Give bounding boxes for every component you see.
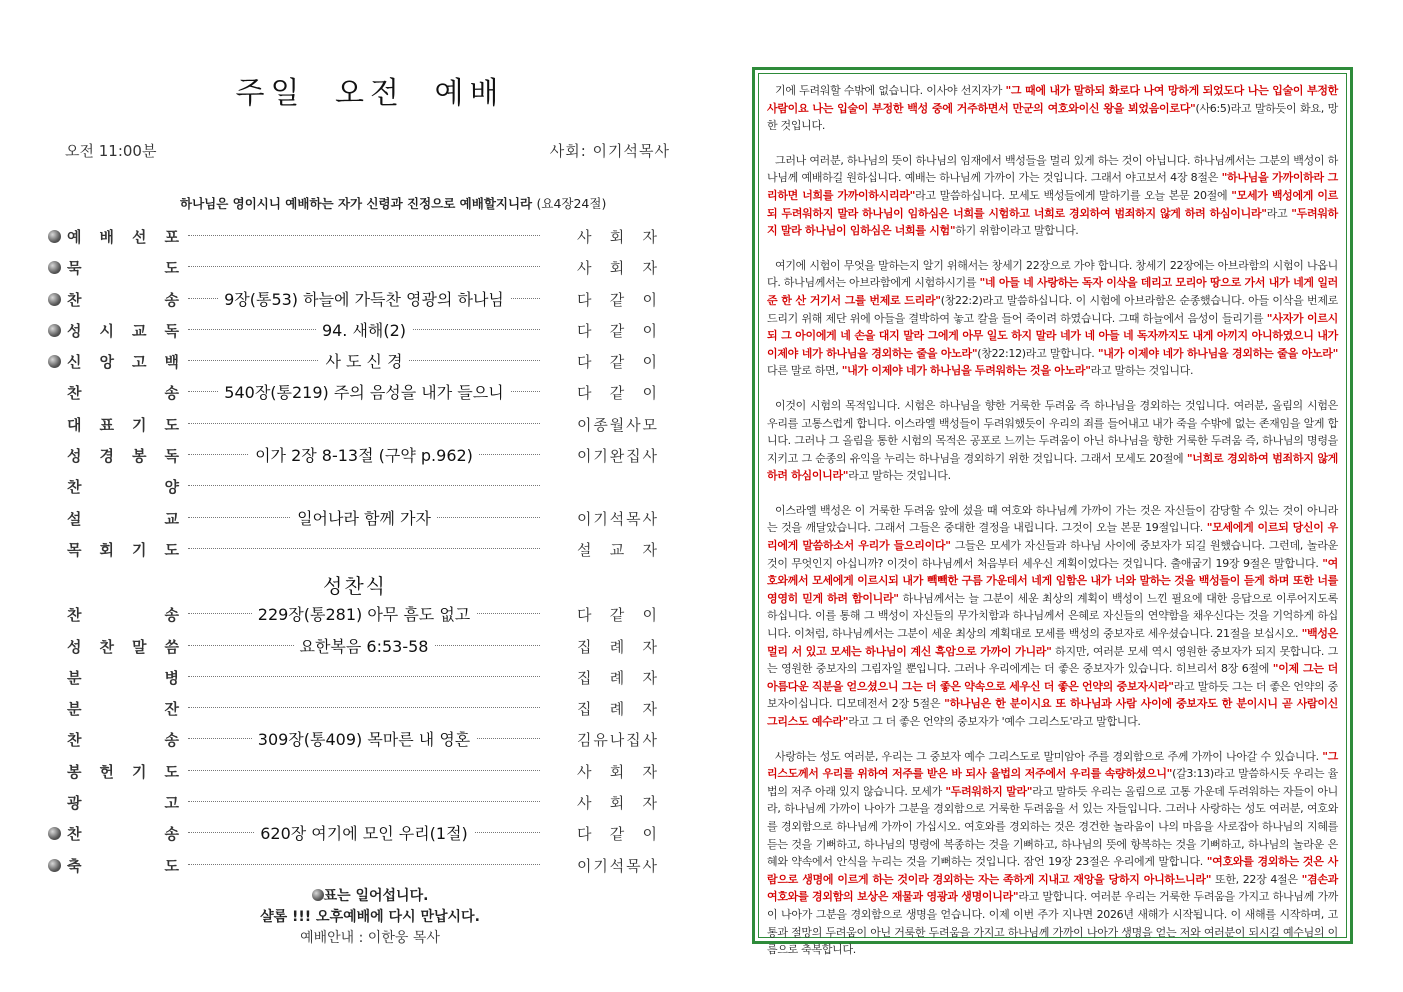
order-row <box>40 316 670 347</box>
dotted-leader <box>188 707 540 708</box>
order-item-name: 신 앙 고 백 <box>67 353 179 372</box>
order-item-name: 묵 도 <box>67 259 179 278</box>
sermon-text-run: 그러나 여러분, 하나님의 뜻이 하나님의 임재에서 백성들을 멀리 있게 하는 것이 아닙니다. 하나님께서는 그분의 백성이 하나님께 예배하길 원하십니다. 예배는 하나님께 가까이 가는 것입니다. 그래서 야고보서 4장 8절은 <box>767 153 1338 185</box>
communion-title: 성찬식 <box>323 574 387 599</box>
sermon-text-run: 사랑하는 성도 여러분, 우리는 그 중보자 예수 그리스도로 말미암아 주를 경외함으로 주께 가까이 나아갈 수 있습니다. <box>775 749 1323 763</box>
order-row <box>40 441 670 472</box>
order-item-content <box>188 634 540 657</box>
order-row <box>40 663 670 694</box>
sermon-text-run: 하나님께서는 늘 그분이 세운 최상의 계획이 백성이 느낀 필요에 대한 응답으로 이루어지도록 하십니다. 이를 통해 그 백성이 자신들의 무가치함과 하나님께서 은혜로 자신들의 연약함을 채우신다는 것을 기억하게 하십니다. 이처럼, 하나님께서는 그분이 세운 최상의 계획대로 모세를 백성의 중보자로 세우셨습니다. 21절을 보십시오. <box>767 591 1338 641</box>
order-item-text: 94. 새해(2) <box>316 321 412 340</box>
order-item-person: 다 같 이 <box>577 825 657 844</box>
order-row <box>40 757 670 788</box>
scripture-quote: "두려워하지 말라" <box>945 784 1033 798</box>
order-item-name: 분 병 <box>67 668 179 687</box>
sermon-text-run: 다른 말로 하면, <box>767 364 842 378</box>
order-item-content <box>188 506 540 529</box>
order-row <box>40 222 670 253</box>
order-row <box>40 285 670 316</box>
sermon-text-run: 라고 말씀하십니다. 모세도 백성들에게 말하기를 오늘 본문 20절에 <box>915 188 1232 202</box>
sermon-text-run: 또한, 22장 4절은 <box>1211 872 1302 886</box>
scripture-quote: "모세가 백성에게 이르되 두려워하지 말라 하나님이 임하심은 너희를 시험하고 너희로 경외하여 범죄하지 않게 하려 하심이니라" <box>767 188 1338 220</box>
scripture-quote: "내가 이제야 네가 하나님을 두려워하는 것을 아노라" <box>841 364 1091 378</box>
stand-note: 표는 일어섭니다. <box>323 888 429 904</box>
scripture-quote: "백성은 멀리 서 있고 모세는 하나님이 계신 흑암으로 가까이 가니라" <box>767 627 1338 658</box>
order-row <box>40 694 670 725</box>
sermon-text-run: 라고 <box>1266 206 1292 220</box>
order-item-content <box>188 287 540 310</box>
dotted-leader <box>188 864 540 865</box>
order-item-person: 다 같 이 <box>577 321 657 340</box>
order-item-person: 이 기 석 목 사 <box>577 509 657 528</box>
order-item-person: 설 교 자 <box>577 540 657 559</box>
order-row <box>40 788 670 819</box>
order-item-content <box>188 443 540 466</box>
order-item-person: 집 례 자 <box>577 637 657 656</box>
sermon-text-run: 라고 말하듯 그는 더 좋은 언약의 중보자이십니다. 디모데전서 2장 5절은 <box>767 679 1338 711</box>
sermon-text-run: 이것이 시험의 목적입니다. 시험은 하나님을 향한 거룩한 두려움 즉 하나님을 경외하는 것입니다. 여러분, 올림의 시험은 우리를 고통스럽게 합니다. 이스라엘 백성들이 두려워했듯이 우리의 죄를 들어내고 내가 죽을 수밖에 없는 존재임을 알게 합니다. 그러나 그 올림을 통한 시험의 목적은 공포로 느끼는 두려움이 아닌 하나님을 향한 거룩한 두려움 즉, 하나님의 명령을 지키고 그 순종의 유익을 누리는 하나님을 경외하기 위한 것입니다. 그래서 모세도 20절에 <box>767 398 1338 465</box>
scripture-quote: "그리스도께서 우리를 위하여 저주를 받은 바 되사 율법의 저주에서 우리를 속량하셨으니" <box>767 749 1338 781</box>
dotted-leader <box>188 485 540 486</box>
order-item-person: 사 회 자 <box>577 762 657 781</box>
scripture-quote: "내가 이제야 네가 하나님을 경외하는 줄을 아노라" <box>1097 346 1338 360</box>
order-item-person: 사 회 자 <box>577 228 657 246</box>
sermon-text-run: (창22:12)라고 말합니다. <box>977 346 1098 360</box>
sermon-text-run: 여기에 시험이 무엇을 말하는지 알기 위해서는 창세기 22장으로 가야 합니다. 창세기 22장에는 아브라함의 시험이 나옵니다. 하나님께서는 아브라함에게 시험하시기를 <box>767 258 1338 290</box>
order-item-content <box>188 380 540 403</box>
sermon-text-run: 라고 말하듯 우리는 올림으로 고통 가운데 두려워하는 자들이 아니라, 하나님께 가까이 나아가 그분을 경외함으로 거룩한 두려움을 서 있는 자들입니다. 그러나 사랑하는 성도 여러분, 여호와를 경외함으로 하나님께 가까이 가십시오. 여호와를 경외하는 것은 경건한 놀라움이 나의 마음을 사로잡아 하나님의 지혜를 듣는 것을 기뻐하고, 하나님의 명령에 복종하는 것을 기뻐하고, 하나님의 뜻에 항복하는 것을 기뻐하고, 하나님의 놀라운 은혜와 약속에서 안식을 누리는 것을 기뻐하는 것입니다. 잠언 19장 23절은 우리에게 말합니다. <box>767 784 1339 869</box>
order-item-name: 찬 송 <box>67 731 179 750</box>
scripture-quote: "하나님은 한 분이시요 또 하나님과 사람 사이에 중보자도 한 분이시니 곧 사람이신 그리스도 예수라" <box>767 697 1338 728</box>
order-item-name: 찬 송 <box>67 606 179 625</box>
dotted-leader <box>188 235 540 236</box>
order-row <box>40 819 670 850</box>
footer-notice <box>40 886 700 949</box>
bullet-icon <box>312 889 324 901</box>
order-item-name: 목 회 기 도 <box>67 540 179 559</box>
order-item-text: 620장 여기에 모인 우리(1절) <box>254 824 474 843</box>
order-item-name: 설 교 <box>67 509 179 528</box>
dotted-leader <box>188 770 540 771</box>
sermon-text-run: 라고 말하는 것입니다. <box>1090 364 1194 378</box>
scripture-quote: "그 때에 내가 말하되 화로다 나여 망하게 되었도다 나는 입술이 부정한 사람이요 나는 입술이 부정한 백성 중에 거주하면서 만군의 여호와이신 왕을 뵈었음이로다" <box>767 84 1338 115</box>
order-item-person: 다 같 이 <box>577 290 657 309</box>
sermon-text-run: (갈3:13)라고 말씀하시듯 우리는 율법의 저주 아래 있지 않습니다. 모세가 <box>767 767 1338 798</box>
order-row <box>40 410 670 441</box>
order-row <box>40 378 670 409</box>
service-time: 오전 11:00분 <box>65 142 157 160</box>
order-item-text: 540장(통219) 주의 음성을 내가 들으니 <box>218 383 509 402</box>
order-row <box>40 535 670 566</box>
order-item-name: 축 도 <box>67 856 179 875</box>
sermon-box <box>752 67 1353 957</box>
order-item-name: 찬 양 <box>67 478 179 497</box>
bullet-icon <box>48 230 61 243</box>
dotted-leader <box>188 801 540 802</box>
order-item-text: 229장(통281) 아무 흠도 없고 <box>252 605 476 624</box>
sermon-text-run: 이스라엘 백성은 이 거룩한 두려움 앞에 섰을 때 여호와 하나님께 가까이 가는 것은 자신들이 감당할 수 있는 것이 아니라는 것을 깨달았습니다. 그래서 그들은 중대한 결정을 내립니다. 그것이 오늘 본문 19절입니다. <box>767 503 1338 535</box>
scripture-quote: "두려워하지 말라 하나님이 임하심은 너희를 시험" <box>767 206 1338 238</box>
order-item-person: 이 기 완 집 사 <box>577 447 657 466</box>
order-item-person: 김 유 나 집 사 <box>577 731 657 750</box>
sermon-paragraph <box>767 257 1338 380</box>
sermon-paragraph <box>767 152 1338 240</box>
call-to-worship-verse <box>180 194 606 212</box>
order-item-text: 9장(통53) 하늘에 가득찬 영광의 하나님 <box>218 290 510 309</box>
dotted-leader <box>188 423 540 424</box>
scripture-quote: "네 아들 네 사랑하는 독자 이삭을 데리고 모리아 땅으로 가서 내가 네게 일러 준 한 산 거기서 그를 번제로 드리라" <box>767 276 1338 307</box>
sermon-text-run: 라고 말하는 것입니다. <box>848 469 951 483</box>
order-item-person: 집 례 자 <box>577 700 657 719</box>
sermon-text-run: 라고 말합니다. 여러분 우리는 거룩한 두려움을 가지고 하나님께 가까이 나아가 그분을 경외함으로 생명을 얻습니다. 이제 이번 주가 지나면 2026년 새해가 시작됩니다. 이 새해를 시작하며, 고통과 절망의 두려움이 아닌 거룩한 두려움을 가지고 하나님께 가까이 나아가 생명을 얻는 저와 여러분이 되시길 예수님의 이름으로 축복합니다. <box>767 890 1338 957</box>
bullet-icon <box>48 324 61 337</box>
verse-text: 하나님은 영이시니 예배하는 자가 신령과 진정으로 예배할지니라 <box>180 196 533 211</box>
worship-guide: 예배안내 : 이한웅 목사 <box>300 930 440 946</box>
bullet-icon <box>48 355 61 368</box>
greeting: 샬롬 !!! 오후예배에 다시 만납시다. <box>260 909 480 925</box>
scripture-quote: "사자가 이르시되 그 아이에게 네 손을 대지 말라 그에게 아무 일도 하지 말라 네가 네 아들 네 독자까지도 내게 아끼지 아니하였으니 내가 이제야 네가 하나님을 경외하는 줄을 아노라" <box>767 311 1338 360</box>
order-item-content <box>188 318 540 341</box>
order-item-person: 사 회 자 <box>577 259 657 278</box>
scripture-quote: "모세에게 이르되 당신이 우리에게 말씀하소서 우리가 들으리이다" <box>767 521 1338 553</box>
order-item-content <box>188 727 540 750</box>
order-item-text: 요한복음 6:53-58 <box>294 637 435 656</box>
order-row <box>40 472 670 503</box>
bullet-icon <box>48 859 61 872</box>
order-item-name: 찬 송 <box>67 825 179 844</box>
order-row <box>40 632 670 663</box>
scripture-quote: "하나님을 가까이하라 그리하면 너희를 가까이하시리라" <box>767 171 1338 202</box>
bulletin-left-page <box>40 60 670 960</box>
order-item-name: 예 배 선 포 <box>67 228 179 246</box>
order-item-person: 다 같 이 <box>577 606 657 625</box>
order-item-person: 사 회 자 <box>577 794 657 813</box>
dotted-leader <box>188 548 540 549</box>
order-item-name: 대 표 기 도 <box>67 415 179 434</box>
scripture-quote: "너희로 경외하여 범죄하지 않게 하려 하심이니라" <box>767 451 1338 483</box>
sermon-paragraph <box>767 82 1338 135</box>
sermon-text <box>758 73 1347 957</box>
scripture-quote: "여호와를 경외하는 것은 사람으로 생명에 이르게 하는 것이라 경외하는 자는 족하게 지내고 재앙을 당하지 아니하느니라" <box>767 855 1338 886</box>
service-leader: 사회: 이기석목사 <box>549 142 670 160</box>
order-row <box>40 347 670 378</box>
order-item-person: 이 종 월 사 모 <box>577 415 657 434</box>
sermon-paragraph <box>767 397 1338 485</box>
order-row <box>40 504 670 535</box>
order-row <box>40 600 670 631</box>
order-row <box>40 851 670 882</box>
order-item-content <box>188 821 540 844</box>
sermon-paragraph <box>767 502 1338 731</box>
order-item-name: 찬 송 <box>67 384 179 403</box>
scripture-quote: "여호와께서 모세에게 이르시되 내가 빽빽한 구름 가운데서 네게 임함은 내가 너와 말하는 것을 백성들이 듣게 하며 또한 너를 영영히 믿게 하려 함이니라" <box>767 556 1338 605</box>
order-item-name: 성 찬 말 씀 <box>67 637 179 656</box>
order-row <box>40 253 670 284</box>
sermon-text-run: 라고 그 더 좋은 언약의 중보자가 '예수 그리스도'라고 말합니다. <box>848 715 1141 728</box>
order-item-name: 봉 헌 기 도 <box>67 762 179 781</box>
order-item-name: 분 잔 <box>67 700 179 719</box>
bullet-icon <box>48 827 61 840</box>
order-item-text: 사 도 신 경 <box>319 352 408 371</box>
order-item-text: 일어나라 함께 가자 <box>291 509 437 528</box>
order-item-text: 이가 2장 8-13절 (구약 p.962) <box>249 446 479 465</box>
order-of-worship <box>40 222 670 882</box>
bullet-icon <box>48 261 61 274</box>
order-item-name: 성 시 교 독 <box>67 321 179 340</box>
order-item-name: 광 고 <box>67 794 179 813</box>
order-item-text: 309장(통409) 목마른 내 영혼 <box>252 730 476 749</box>
order-item-person: 집 례 자 <box>577 668 657 687</box>
bullet-icon <box>48 293 61 306</box>
sermon-text-run: 하기 위함이라고 말합니다. <box>955 224 1079 238</box>
sermon-text-run: (사6:5)라고 말하듯이 화요, 망한 것입니다. <box>767 101 1338 133</box>
order-item-person: 이 기 석 목 사 <box>577 856 657 875</box>
sermon-paragraph <box>767 748 1338 959</box>
scripture-quote: "이제 그는 더 아름다운 직분을 얻으셨으니 그는 더 좋은 약속으로 세우신 더 좋은 언약의 중보자시라" <box>767 662 1338 693</box>
dotted-leader <box>188 676 540 677</box>
verse-reference: (요4장24절) <box>536 196 607 211</box>
dotted-leader <box>188 266 540 267</box>
order-item-name: 성 경 봉 독 <box>67 447 179 466</box>
order-item-content <box>188 602 540 625</box>
order-item-content <box>188 349 540 372</box>
sermon-text-run: 그들은 모세가 자신들과 하나님 사이에 중보자가 되길 원했습니다. 그런데, 놀라운 것이 무엇인지 아십니까? 이것이 하나님께서 처음부터 세우신 계획이었다는 것입니다. 출애굽기 19장 9절은 말합니다. <box>767 539 1338 570</box>
order-item-name: 찬 송 <box>67 290 179 309</box>
sermon-text-run: 기에 두려워할 수밖에 없습니다. 이사야 선지자가 <box>775 84 1006 97</box>
order-row <box>40 725 670 756</box>
order-item-person: 다 같 이 <box>577 353 657 372</box>
sermon-text-run: (창22:2)라고 말씀하십니다. 이 시험에 아브라함은 순종했습니다. 아들 이삭을 번제로 드리기 위해 제단 위에 아들을 결박하여 놓고 칼을 들어 죽이려 하였습니다. 그때 하늘에서 음성이 들리기를 <box>767 293 1338 325</box>
scripture-quote: "겸손과 여호와를 경외함의 보상은 재물과 영광과 생명이니라" <box>767 872 1338 904</box>
order-item-person: 다 같 이 <box>577 384 657 403</box>
service-title: 주일 오전 예배 <box>235 76 505 111</box>
sermon-text-run: 하지만, 여러분 모세 역시 영원한 중보자가 되지 못합니다. 그는 영원한 중보자의 그림자일 뿐입니다. 그러나 우리에게는 더 좋은 중보자가 있습니다. 히브리서 8장 6절에 <box>767 644 1338 676</box>
